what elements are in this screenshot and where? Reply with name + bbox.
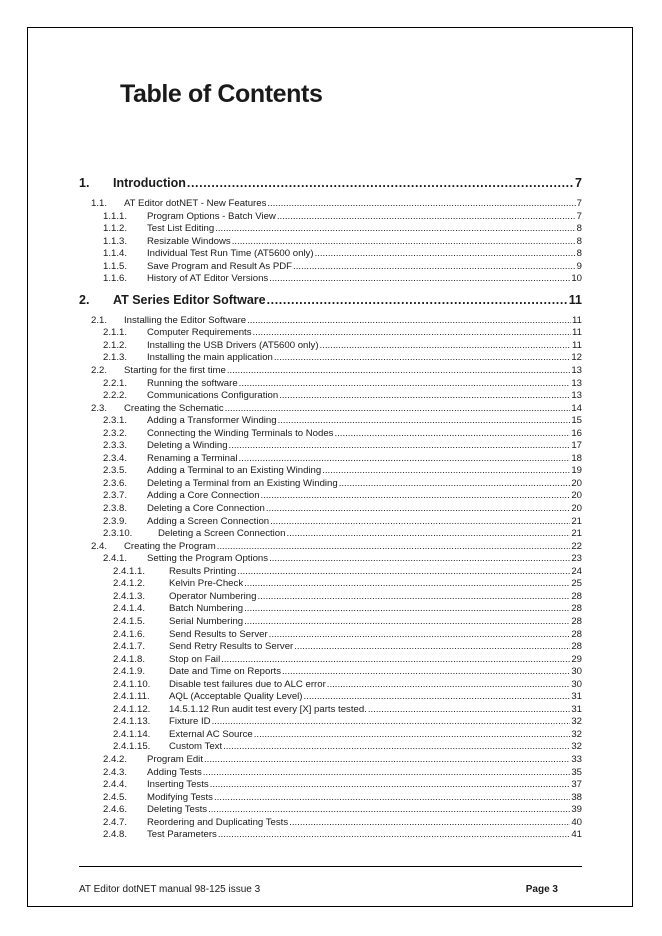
toc-leader-dots (339, 478, 571, 491)
toc-entry-title: AQL (Acceptable Quality Level) (169, 691, 303, 703)
toc-entry-level-4[interactable] (79, 641, 582, 654)
toc-leader-dots (244, 603, 570, 616)
toc-entry-number: 2.4.4. (103, 779, 128, 791)
toc-entry-title: Inserting Tests (147, 779, 209, 791)
toc-leader-dots (223, 741, 570, 754)
toc-entry-page: 32 (571, 741, 582, 753)
toc-entry-number: 2.2. (91, 365, 108, 377)
toc-entry-page: 28 (571, 615, 582, 627)
toc-entry-title: Running the software (147, 377, 238, 389)
toc-entry-level-1[interactable] (79, 172, 582, 198)
toc-entry-level-3[interactable] (79, 528, 582, 541)
toc-entry-level-3[interactable] (79, 829, 582, 842)
toc-entry-level-4[interactable] (79, 691, 582, 704)
toc-entry-title: Kelvin Pre-Check (169, 578, 244, 590)
toc-entry-page: 20 (571, 503, 582, 515)
toc-entry-page: 11 (568, 292, 582, 307)
toc-entry-title: Adding a Core Connection (147, 490, 260, 502)
toc-entry-title: AT Series Editor Software (113, 292, 266, 307)
toc-entry-page: 11 (572, 339, 582, 351)
toc-entry-title: Introduction (113, 176, 186, 190)
toc-entry-number: 2.2.1. (103, 377, 128, 389)
toc-entry-page: 30 (571, 678, 582, 690)
toc-entry-level-3[interactable] (79, 440, 582, 453)
toc-entry-number: 2.3.5. (103, 465, 128, 477)
toc-leader-dots (227, 365, 570, 378)
toc-entry-page: 11 (572, 327, 582, 339)
toc-entry-page: 32 (571, 728, 582, 740)
toc-leader-dots (267, 293, 568, 307)
toc-entry-page: 9 (576, 260, 582, 272)
toc-entry-number: 2.4.1. (103, 553, 128, 565)
toc-entry-number: 2.4.2. (103, 753, 128, 765)
toc-leader-dots (277, 211, 576, 224)
page-title: Table of Contents (120, 80, 323, 108)
toc-entry-number: 2.2.2. (103, 390, 128, 402)
toc-leader-dots (315, 248, 576, 261)
toc-leader-dots (294, 641, 570, 654)
toc-entry-level-4[interactable] (79, 716, 582, 729)
toc-entry-level-2[interactable] (79, 315, 582, 328)
toc-entry-number: 2.3.9. (103, 515, 128, 527)
toc-entry-title: Modifying Tests (147, 791, 213, 803)
toc-entry-level-3[interactable] (79, 236, 582, 249)
toc-entry-page: 8 (576, 248, 582, 260)
toc-entry-level-3[interactable] (79, 516, 582, 529)
toc-entry-title: Installing the main application (147, 352, 273, 364)
toc-entry-page: 23 (571, 553, 582, 565)
toc-entry-title: Results Printing (169, 565, 237, 577)
toc-entry-title: Renaming a Terminal (147, 452, 238, 464)
toc-entry-level-2[interactable] (79, 541, 582, 554)
toc-entry-number: 2.4.1.7. (113, 641, 146, 653)
toc-leader-dots (327, 679, 571, 692)
toc-entry-title: Program Options - Batch View (147, 210, 276, 222)
toc-leader-dots (232, 236, 576, 249)
toc-leader-dots (269, 629, 571, 642)
toc-entry-number: 2.4.1.15. (113, 741, 151, 753)
toc-entry-level-4[interactable] (79, 666, 582, 679)
toc-leader-dots (244, 616, 570, 629)
toc-entry-page: 28 (571, 641, 582, 653)
toc-leader-dots (237, 566, 570, 579)
toc-entry-page: 35 (571, 766, 582, 778)
toc-entry-number: 2.4.1.6. (113, 628, 146, 640)
toc-entry-number: 1. (79, 176, 90, 190)
toc-leader-dots (203, 767, 571, 780)
toc-entry-title: History of AT Editor Versions (147, 273, 269, 285)
toc-entry-level-3[interactable] (79, 327, 582, 340)
toc-entry-page: 22 (571, 540, 582, 552)
toc-leader-dots (293, 261, 576, 274)
toc-entry-page: 28 (571, 628, 582, 640)
toc-leader-dots (304, 691, 571, 704)
toc-entry-title: Stop on Fail (169, 653, 221, 665)
toc-entry-level-2[interactable] (79, 198, 582, 211)
toc-entry-page: 40 (571, 816, 582, 828)
toc-entry-number: 2.4.8. (103, 829, 128, 841)
toc-entry-level-4[interactable] (79, 729, 582, 742)
toc-entry-title: Resizable Windows (147, 235, 231, 247)
toc-entry-number: 2.4.1.14. (113, 728, 151, 740)
toc-entry-number: 1.1.2. (103, 223, 128, 235)
toc-entry-title: Serial Numbering (169, 615, 244, 627)
toc-entry-number: 2.4.1.10. (113, 678, 151, 690)
toc-entry-title: Custom Text (169, 741, 223, 753)
toc-leader-dots (247, 315, 571, 328)
toc-entry-page: 8 (576, 223, 582, 235)
toc-entry-level-3[interactable] (79, 415, 582, 428)
toc-entry-number: 2.4.1.3. (113, 590, 146, 602)
toc-entry-page: 32 (571, 716, 582, 728)
toc-leader-dots (279, 390, 570, 403)
toc-leader-dots (217, 541, 571, 554)
toc-leader-dots (282, 666, 570, 679)
toc-entry-page: 10 (571, 273, 582, 285)
toc-entry-level-3[interactable] (79, 478, 582, 491)
toc-leader-dots (257, 591, 570, 604)
toc-entry-page: 14 (571, 402, 582, 414)
toc-entry-level-3[interactable] (79, 390, 582, 403)
toc-entry-page: 15 (571, 415, 582, 427)
toc-entry-level-4[interactable] (79, 629, 582, 642)
toc-entry-number: 2.3.10. (103, 528, 133, 540)
toc-entry-level-3[interactable] (79, 553, 582, 566)
toc-entry-level-4[interactable] (79, 578, 582, 591)
toc-entry-title: External AC Source (169, 728, 253, 740)
toc-leader-dots (208, 804, 570, 817)
toc-entry-number: 2.4.3. (103, 766, 128, 778)
toc-entry-title: Starting for the first time (124, 365, 226, 377)
footer-manual-title: AT Editor dotNET manual 98-125 issue 3 (79, 884, 261, 895)
toc-entry-level-3[interactable] (79, 490, 582, 503)
toc-entry-number: 2.3.7. (103, 490, 128, 502)
toc-entry-page: 13 (571, 390, 582, 402)
toc-entry-title: Creating the Schematic (124, 402, 224, 414)
toc-entry-level-3[interactable] (79, 465, 582, 478)
toc-leader-dots (221, 654, 570, 667)
toc-leader-dots (289, 817, 570, 830)
toc-entry-number: 2.1.2. (103, 339, 128, 351)
toc-entry-title: Deleting a Screen Connection (158, 528, 286, 540)
toc-entry-page: 39 (571, 804, 582, 816)
toc-entry-page: 28 (571, 590, 582, 602)
toc-entry-level-3[interactable] (79, 767, 582, 780)
toc-entry-number: 2.3.4. (103, 452, 128, 464)
toc-entry-page: 41 (571, 829, 582, 841)
toc-entry-number: 2.4.1.12. (113, 703, 151, 715)
toc-entry-page: 28 (571, 603, 582, 615)
toc-entry-page: 20 (571, 477, 582, 489)
toc-leader-dots (238, 453, 570, 466)
toc-entry-title: Program Edit (147, 753, 203, 765)
toc-entry-page: 31 (571, 691, 582, 703)
toc-entry-page: 33 (571, 753, 582, 765)
toc-entry-level-4[interactable] (79, 591, 582, 604)
toc-leader-dots (239, 378, 571, 391)
toc-entry-number: 2.4. (91, 540, 108, 552)
toc-entry-number: 2.4.1.4. (113, 603, 146, 615)
toc-entry-level-3[interactable] (79, 261, 582, 274)
toc-entry-level-3[interactable] (79, 804, 582, 817)
toc-entry-page: 8 (576, 235, 582, 247)
toc-entry-title: 14.5.1.12 Run audit test every [X] parts tested. (169, 703, 367, 715)
toc-entry-number: 2.3. (91, 402, 108, 414)
toc-entry-page: 31 (571, 703, 582, 715)
toc-entry-page: 16 (571, 427, 582, 439)
toc-entry-title: Creating the Program (124, 540, 216, 552)
toc-entry-title: Save Program and Result As PDF (147, 260, 293, 272)
toc-leader-dots (210, 779, 571, 792)
toc-leader-dots (244, 578, 570, 591)
toc-entry-number: 1.1.1. (103, 210, 128, 222)
toc-entry-number: 2.3.3. (103, 440, 128, 452)
toc-entry-level-3[interactable] (79, 211, 582, 224)
toc-leader-dots (225, 403, 571, 416)
toc-entry-number: 1.1.4. (103, 248, 128, 260)
toc-leader-dots (214, 792, 570, 805)
toc-entry-level-3[interactable] (79, 779, 582, 792)
toc-leader-dots (270, 516, 570, 529)
toc-entry-title: Disable test failures due to ALC error (169, 678, 326, 690)
toc-leader-dots (368, 704, 570, 717)
toc-leader-dots (267, 198, 575, 211)
toc-entry-title: Adding a Transformer Winding (147, 415, 277, 427)
toc-entry-level-2[interactable] (79, 403, 582, 416)
toc-entry-title: Connecting the Winding Terminals to Nodes (147, 427, 334, 439)
toc-entry-number: 2.3.2. (103, 427, 128, 439)
toc-entry-number: 2.1.1. (103, 327, 128, 339)
toc-entry-page: 29 (571, 653, 582, 665)
toc-entry-title: Computer Requirements (147, 327, 252, 339)
toc-entry-level-4[interactable] (79, 679, 582, 692)
toc-entry-level-4[interactable] (79, 654, 582, 667)
toc-entry-title: Deleting a Winding (147, 440, 228, 452)
toc-leader-dots (274, 352, 570, 365)
toc-leader-dots (212, 716, 571, 729)
table-of-contents (79, 172, 582, 842)
toc-leader-dots (266, 503, 570, 516)
toc-entry-page: 7 (576, 198, 582, 209)
toc-entry-title: Deleting a Terminal from an Existing Winding (147, 477, 338, 489)
toc-entry-number: 2.4.6. (103, 804, 128, 816)
toc-entry-level-4[interactable] (79, 704, 582, 717)
toc-entry-number: 2.4.1.8. (113, 653, 146, 665)
toc-leader-dots (187, 176, 574, 190)
toc-entry-level-1[interactable] (79, 289, 582, 315)
toc-leader-dots (215, 223, 575, 236)
toc-entry-page: 19 (571, 465, 582, 477)
toc-entry-title: Fixture ID (169, 716, 211, 728)
toc-entry-page: 38 (571, 791, 582, 803)
toc-entry-level-3[interactable] (79, 453, 582, 466)
toc-leader-dots (278, 415, 571, 428)
toc-entry-page: 13 (571, 377, 582, 389)
toc-entry-number: 2.3.1. (103, 415, 128, 427)
toc-entry-number: 2.4.1.2. (113, 578, 146, 590)
toc-entry-page: 37 (571, 779, 582, 791)
toc-entry-title: Batch Numbering (169, 603, 244, 615)
toc-leader-dots (334, 428, 570, 441)
toc-entry-page: 21 (571, 515, 582, 527)
toc-entry-level-3[interactable] (79, 340, 582, 353)
footer-page-number: Page 3 (525, 884, 558, 895)
toc-entry-level-4[interactable] (79, 566, 582, 579)
toc-entry-level-4[interactable] (79, 616, 582, 629)
toc-entry-level-3[interactable] (79, 817, 582, 830)
toc-entry-title: Adding Tests (147, 766, 202, 778)
toc-entry-page: 18 (571, 452, 582, 464)
toc-leader-dots (218, 829, 570, 842)
toc-leader-dots (229, 440, 571, 453)
toc-entry-level-3[interactable] (79, 503, 582, 516)
toc-entry-number: 2.1. (91, 314, 108, 326)
toc-entry-page: 7 (575, 176, 582, 190)
toc-leader-dots (269, 553, 570, 566)
toc-entry-number: 2.4.1.11. (113, 691, 150, 703)
toc-entry-title: Installing the Editor Software (124, 314, 247, 326)
toc-entry-title: Date and Time on Reports (169, 666, 281, 678)
toc-entry-page: 17 (571, 440, 582, 452)
toc-entry-level-3[interactable] (79, 352, 582, 365)
toc-entry-page: 12 (571, 352, 582, 364)
toc-entry-level-3[interactable] (79, 792, 582, 805)
toc-leader-dots (254, 729, 571, 742)
toc-entry-title: Installing the USB Drivers (AT5600 only) (147, 339, 319, 351)
toc-entry-number: 2.4.1.9. (113, 666, 146, 678)
toc-entry-number: 1.1. (91, 198, 108, 209)
toc-entry-number: 2.4.1.5. (113, 615, 146, 627)
toc-leader-dots (320, 340, 572, 353)
toc-entry-title: Deleting Tests (147, 804, 208, 816)
toc-entry-page: 20 (571, 490, 582, 502)
toc-entry-page: 13 (571, 365, 582, 377)
toc-entry-title: Adding a Terminal to an Existing Winding (147, 465, 322, 477)
toc-entry-title: Test Parameters (147, 829, 217, 841)
toc-entry-level-3[interactable] (79, 428, 582, 441)
toc-entry-title: Individual Test Run Time (AT5600 only) (147, 248, 314, 260)
toc-entry-title: Operator Numbering (169, 590, 257, 602)
toc-entry-page: 7 (576, 210, 582, 222)
toc-entry-level-4[interactable] (79, 603, 582, 616)
toc-entry-number: 1.1.5. (103, 260, 128, 272)
toc-entry-title: Reordering and Duplicating Tests (147, 816, 289, 828)
toc-entry-number: 2. (79, 292, 90, 307)
toc-entry-level-3[interactable] (79, 378, 582, 391)
toc-entry-number: 2.4.7. (103, 816, 128, 828)
toc-entry-number: 1.1.3. (103, 235, 128, 247)
toc-entry-page: 21 (571, 528, 582, 540)
toc-entry-number: 2.4.1.1. (113, 565, 146, 577)
toc-entry-page: 24 (571, 565, 582, 577)
toc-leader-dots (322, 465, 570, 478)
toc-entry-title: AT Editor dotNET - New Features (124, 198, 267, 209)
toc-entry-level-3[interactable] (79, 754, 582, 767)
toc-entry-title: Test List Editing (147, 223, 215, 235)
toc-entry-title: Send Results to Server (169, 628, 268, 640)
toc-entry-number: 2.4.5. (103, 791, 128, 803)
toc-leader-dots (253, 327, 572, 340)
toc-entry-level-3[interactable] (79, 248, 582, 261)
toc-entry-title: Setting the Program Options (147, 553, 269, 565)
toc-entry-title: Communications Configuration (147, 390, 279, 402)
toc-entry-title: Deleting a Core Connection (147, 503, 265, 515)
toc-leader-dots (261, 490, 571, 503)
toc-entry-page: 25 (571, 578, 582, 590)
toc-entry-level-2[interactable] (79, 365, 582, 378)
toc-entry-number: 2.3.8. (103, 503, 128, 515)
toc-entry-number: 2.4.1.13. (113, 716, 151, 728)
toc-entry-level-4[interactable] (79, 741, 582, 754)
toc-leader-dots (286, 528, 570, 541)
toc-entry-number: 2.1.3. (103, 352, 128, 364)
toc-entry-number: 1.1.6. (103, 273, 128, 285)
footer-divider (79, 866, 582, 867)
toc-entry-title: Send Retry Results to Server (169, 641, 294, 653)
toc-entry-page: 11 (572, 314, 582, 326)
toc-entry-number: 2.3.6. (103, 477, 128, 489)
toc-entry-level-3[interactable] (79, 273, 582, 286)
toc-entry-title: Adding a Screen Connection (147, 515, 270, 527)
toc-entry-page: 30 (571, 666, 582, 678)
toc-leader-dots (204, 754, 570, 767)
toc-leader-dots (269, 273, 570, 286)
toc-entry-level-3[interactable] (79, 223, 582, 236)
